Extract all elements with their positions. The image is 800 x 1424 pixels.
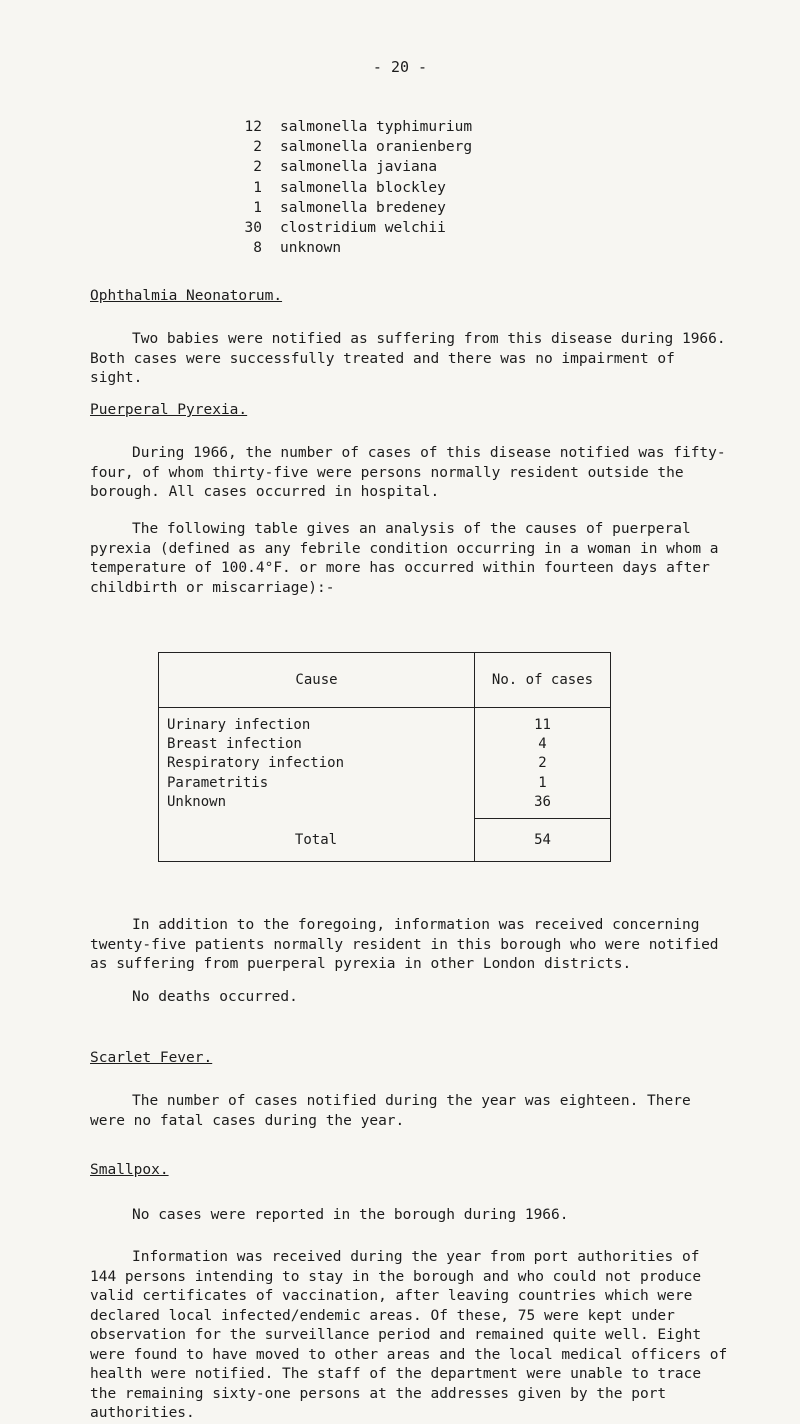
organism-count: 2 <box>253 139 262 156</box>
list-item <box>210 218 472 238</box>
list-item <box>210 238 472 258</box>
organism-name: salmonella bredeney <box>280 199 446 216</box>
organism-count: 30 <box>244 219 262 236</box>
table-total-row <box>159 818 611 861</box>
table-row: Unknown <box>167 793 227 810</box>
page-number: - 20 - <box>372 58 428 76</box>
table-cell-count: 36 <box>534 793 551 810</box>
table-cell-count: 1 <box>538 774 547 791</box>
organism-name: salmonella typhimurium <box>280 119 473 135</box>
puerperal-paragraph-1: During 1966, the number of cases of this disease notified was fifty-four, of whom thirty-five were persons normally resident outside the borough. All cases occurred in hospital. <box>90 445 726 500</box>
header-count: No. of cases <box>475 653 611 708</box>
list-item <box>210 157 472 177</box>
causes-table <box>158 652 611 862</box>
smallpox-paragraph-1: No cases were reported in the borough during 1966. <box>132 1207 569 1223</box>
total-value: 54 <box>475 818 611 861</box>
organism-name: unknown <box>280 240 342 257</box>
organism-count: 1 <box>253 199 262 216</box>
organism-count: 2 <box>253 159 262 176</box>
list-item <box>210 117 472 137</box>
scarlet-heading: Scarlet Fever. <box>90 1050 213 1066</box>
table-row: Breast infection <box>167 736 302 753</box>
table-row: Urinary infection <box>167 717 311 733</box>
total-label: Total <box>159 818 475 861</box>
organism-name: clostridium welchii <box>280 219 446 236</box>
organism-count: 8 <box>253 240 262 257</box>
organism-name: salmonella oranienberg <box>280 139 473 156</box>
puerperal-paragraph-4: No deaths occurred. <box>132 989 298 1005</box>
puerperal-paragraph-3: In addition to the foregoing, information was received concerning twenty-five patients normally resident in this borough who were notified as suffering from puerperal pyrexia in other London districts. <box>90 917 719 972</box>
table-header-row <box>159 653 611 708</box>
ophthalmia-text: Two babies were notified as suffering from this disease during 1966. Both cases were successfully treated and there was no impairment of sight. <box>90 331 726 386</box>
table-row: Parametritis <box>167 774 269 791</box>
table-cell-count: 2 <box>538 755 547 772</box>
organism-name: salmonella javiana <box>280 159 438 176</box>
list-item <box>210 198 472 218</box>
puerperal-heading: Puerperal Pyrexia. <box>90 402 248 418</box>
ophthalmia-heading: Ophthalmia Neonatorum. <box>90 288 283 304</box>
table-body <box>159 708 611 819</box>
table-cell-count: 4 <box>538 736 547 753</box>
header-cause: Cause <box>159 653 475 708</box>
table-row: Respiratory infection <box>167 755 345 772</box>
smallpox-heading: Smallpox. <box>90 1162 169 1178</box>
list-item <box>210 178 472 198</box>
organism-list <box>210 117 472 258</box>
organism-count: 1 <box>253 179 262 196</box>
puerperal-paragraph-2: The following table gives an analysis of the causes of puerperal pyrexia (defined as any febrile condition occurring in a woman in whom a temperature of 100.4°F. or more has occurred within fourteen days after childbirth or miscarriage):- <box>90 521 719 596</box>
list-item <box>210 137 472 157</box>
organism-count: 12 <box>244 119 262 135</box>
organism-name: salmonella blockley <box>280 179 446 196</box>
scarlet-text: The number of cases notified during the year was eighteen. There were no fatal cases during the year. <box>90 1093 691 1129</box>
smallpox-paragraph-2: Information was received during the year from port authorities of 144 persons intending to stay in the borough and who could not produce valid certificates of vaccination, after leaving countries which were declared local infected/endemic areas. Of these, 75 were kept under observation for the surveillance period and remained quite well. Eight were found to have moved to other areas and the local medical officers of health were notified. The staff of the department were unable to trace the remaining sixty-one persons at the addresses given by the port authorities. <box>90 1249 728 1421</box>
table-cell-count: 11 <box>534 717 551 733</box>
